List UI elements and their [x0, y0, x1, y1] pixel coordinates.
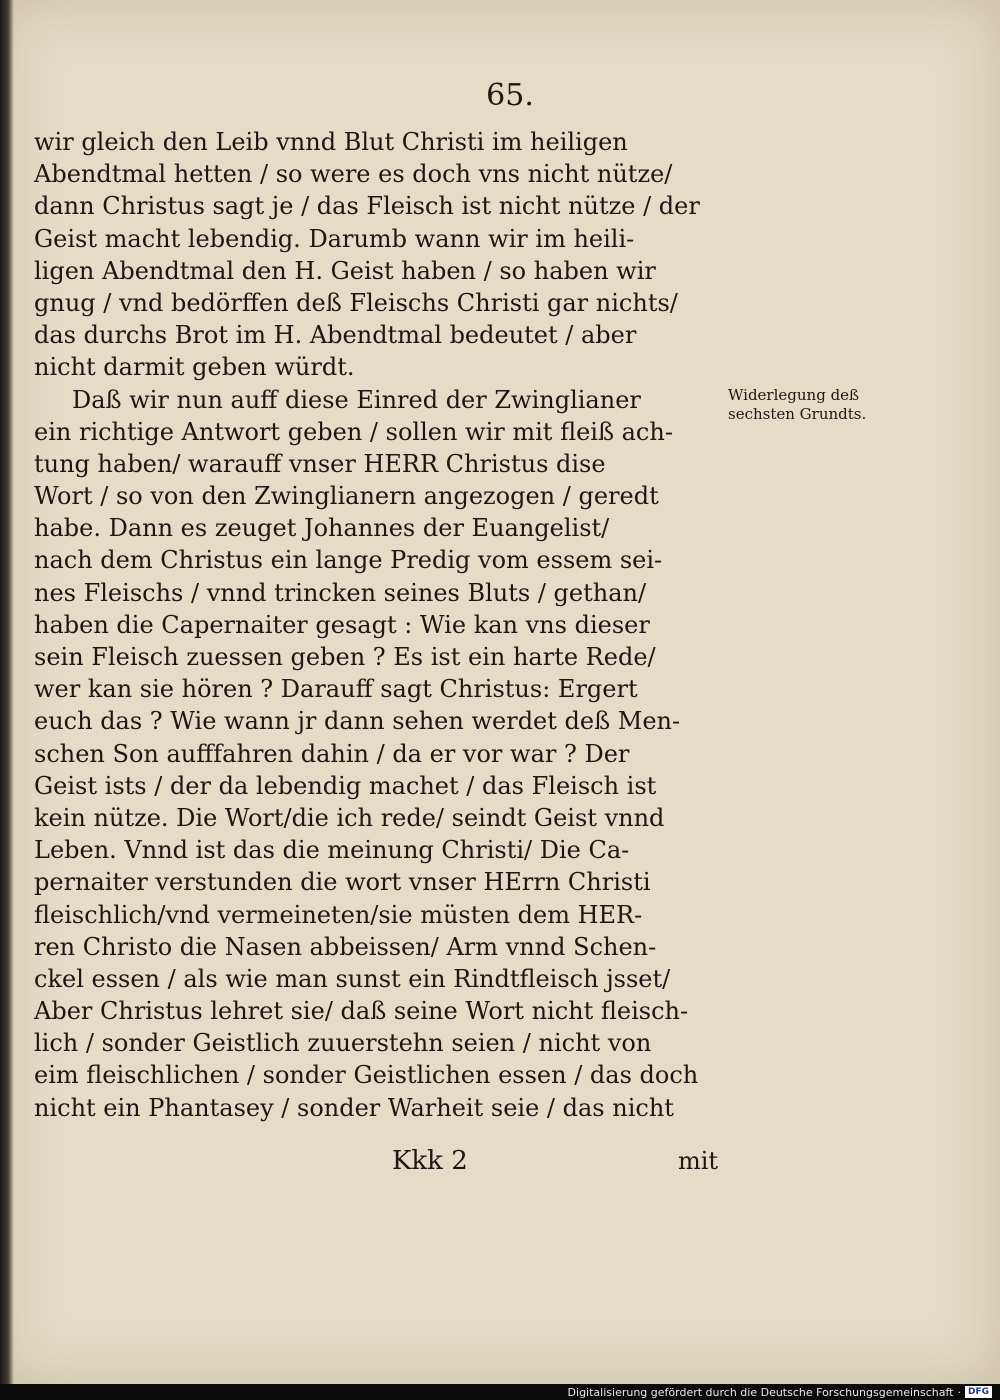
text-line: Leben. Vnnd ist das die meinung Christi/ Die Ca- — [34, 836, 630, 865]
text-line: euch das ? Wie wann jr dann sehen werdet deß Men- — [34, 707, 681, 736]
text-line: fleischlich/vnd vermeineten/sie müsten dem HER- — [34, 900, 643, 929]
text-line: pernaiter verstunden die wort vnser HErrn Christi — [34, 868, 651, 897]
marginal-note-line: sechsten Grundts. — [728, 405, 867, 423]
text-line: ren Christo die Nasen abbeissen/ Arm vnnd Schen- — [34, 932, 657, 961]
text-line: ein richtige Antwort geben / sollen wir mit fleiß ach- — [34, 417, 673, 446]
text-line: nes Fleischs / vnnd trincken seines Bluts / gethan/ — [34, 578, 647, 607]
text-line: kein nütze. Die Wort/die ich rede/ seindt Geist vnnd — [34, 803, 665, 832]
footer-separator: · — [957, 1385, 961, 1399]
text-line: ckel essen / als wie man sunst ein Rindtfleisch jsset/ — [34, 964, 671, 993]
text-line: Aber Christus lehret sie/ daß seine Wort nicht fleisch- — [34, 997, 689, 1026]
marginal-note-line: Widerlegung deß — [728, 386, 860, 404]
text-line: habe. Dann es zeuget Johannes der Euangelist/ — [34, 514, 610, 543]
text-line: nicht ein Phantasey / sonder Warheit seie / das nicht — [34, 1093, 674, 1122]
marginal-note — [728, 386, 898, 424]
text-line: gnug / vnd bedörffen deß Fleischs Christi gar nichts/ — [34, 288, 678, 317]
text-line: Geist macht lebendig. Darumb wann wir im heili- — [34, 224, 635, 253]
text-line: eim fleischlichen / sonder Geistlichen essen / das doch — [34, 1061, 699, 1090]
text-line: haben die Capernaiter gesagt : Wie kan vns dieser — [34, 610, 650, 639]
footer-credit: Digitalisierung gefördert durch die Deutsche Forschungsgemeinschaft — [567, 1385, 954, 1399]
dfg-logo-icon: DFG — [965, 1386, 992, 1398]
text-line: nicht darmit geben würdt. — [34, 353, 355, 382]
text-line: Wort / so von den Zwinglianern angezogen / geredt — [34, 482, 659, 511]
text-line: schen Son aufffahren dahin / da er vor war ? Der — [34, 739, 630, 768]
body-text — [34, 126, 724, 1124]
text-line: das durchs Brot im H. Abendtmal bedeutet / aber — [34, 321, 637, 350]
text-line: Daß wir nun auff diese Einred der Zwinglianer — [72, 385, 641, 414]
digitization-footer — [568, 1384, 992, 1400]
text-line: dann Christus sagt je / das Fleisch ist nicht nütze / der — [34, 192, 700, 221]
text-line: nach dem Christus ein lange Predig vom essem sei- — [34, 546, 663, 575]
text-line: wer kan sie hören ? Darauff sagt Christus: Ergert — [34, 675, 638, 704]
binding-gutter — [0, 0, 14, 1384]
page-number: 65. — [486, 78, 534, 113]
text-line: sein Fleisch zuessen geben ? Es ist ein harte Rede/ — [34, 643, 656, 671]
text-line: ligen Abendtmal den H. Geist haben / so haben wir — [34, 256, 656, 285]
catchword: mit — [678, 1147, 719, 1175]
text-line: wir gleich den Leib vnnd Blut Christi im heiligen — [34, 128, 628, 156]
text-line: Abendtmal hetten / so were es doch vns nicht nütze/ — [34, 160, 673, 189]
text-line: lich / sonder Geistlich zuuerstehn seien / nicht von — [34, 1029, 652, 1058]
text-line: tung haben/ warauff vnser HERR Christus dise — [34, 449, 606, 478]
signature-mark: Kkk 2 — [392, 1146, 468, 1176]
text-line: Geist ists / der da lebendig machet / das Fleisch ist — [34, 771, 657, 800]
